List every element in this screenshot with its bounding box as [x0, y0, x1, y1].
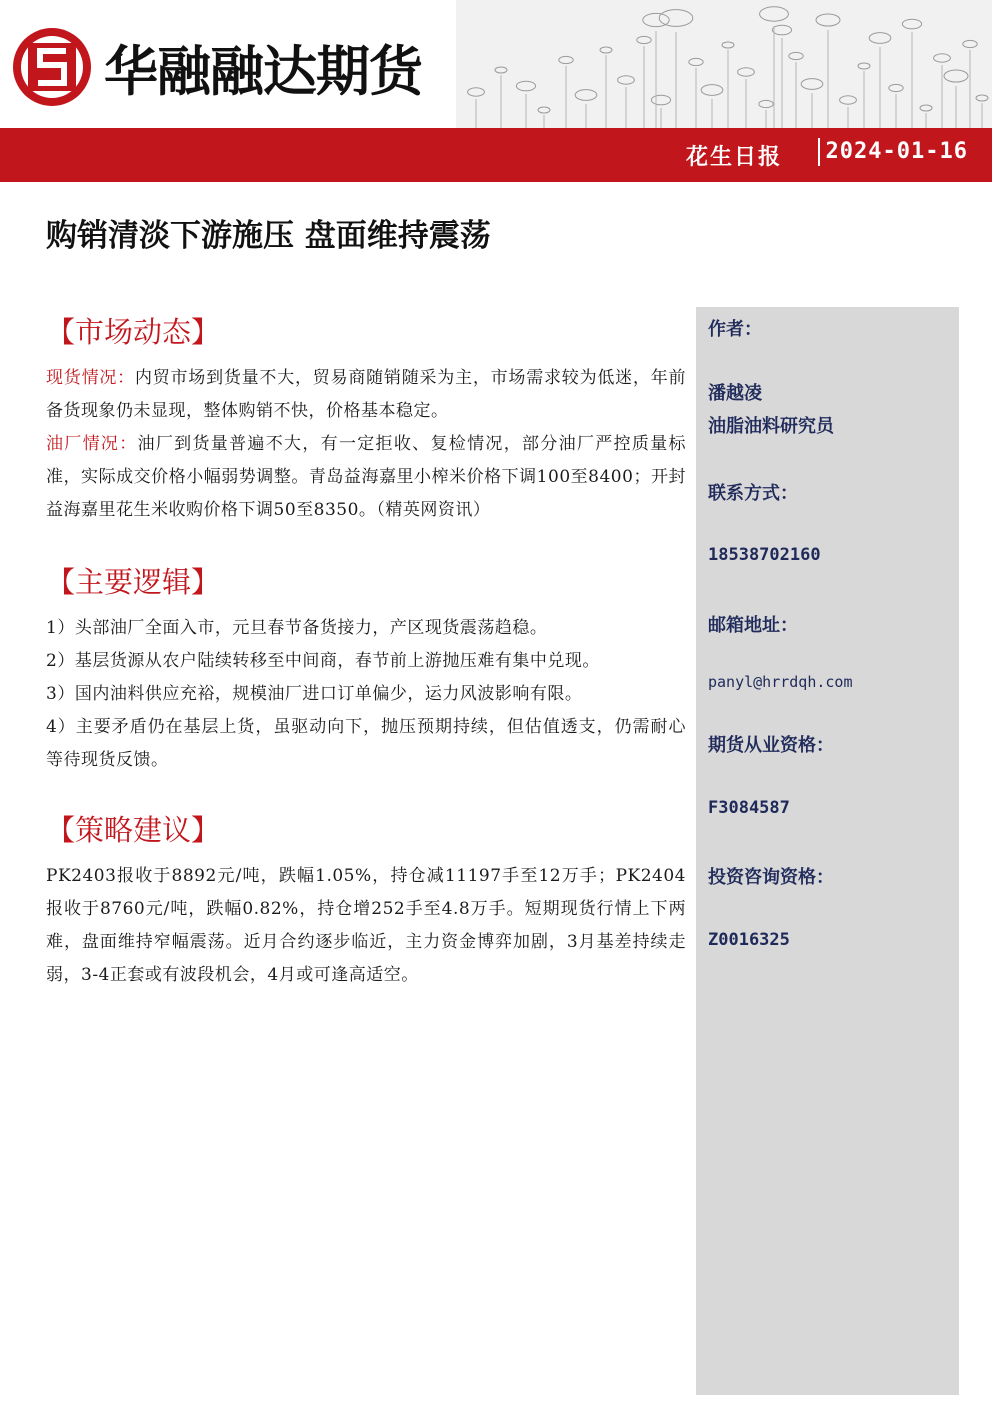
decoration-pin-head — [575, 90, 597, 101]
futures-qualification-label: 期货从业资格： — [708, 735, 834, 756]
mill-text: 油厂到货量普遍不大，有一定拒收、复检情况，部分油厂严控质量标准，实际成交价格小幅弱势调整。青岛益海嘉里小榨米价格下调100至8400；开封益海嘉里花生米收购价格下调50至8350。（精英网资讯） — [46, 434, 687, 520]
logic-item: 3）国内油料供应充裕，规模油厂进口订单偏少，运力风波影响有限。 — [46, 684, 583, 704]
decoration-pin-head — [722, 42, 734, 48]
strategy-text: PK2403报收于8892元/吨，跌幅1.05%，持仓减11197手至12万手；PK2404报收于8760元/吨，跌幅0.82%，持仓增252手至4.8万手。短期现货行情上下两难，盘面维持窄幅震荡。近月合约逐步临近，主力资金博弈加剧，3月基差持续走弱，3-4正套或有波段机会，4月或可逢高适空。 — [46, 866, 686, 985]
decoration-pin-head — [689, 58, 703, 65]
main-logic-section — [46, 552, 686, 777]
decoration-pin-head — [963, 40, 977, 47]
company-logo-icon — [10, 25, 94, 109]
decoration-pin-head — [858, 63, 870, 69]
decoration-pin-head — [738, 68, 755, 76]
section-title: 【主要逻辑】 — [46, 565, 221, 599]
decoration-pin-head — [840, 96, 857, 104]
decoration-pin-head — [759, 100, 773, 107]
decoration-pin-head — [618, 76, 635, 84]
banner-divider — [818, 138, 820, 166]
logic-item: 4）主要矛盾仍在基层上货，虽驱动向下，抛压预期持续，但估值透支，仍需耐心等待现货反馈。 — [46, 717, 686, 770]
decoration-pin-head — [651, 95, 670, 105]
spot-label: 现货情况： — [46, 368, 135, 388]
author-title: 油脂油料研究员 — [708, 416, 834, 437]
email-value[interactable]: panyl@hrrdqh.com — [708, 673, 853, 691]
report-date: 2024-01-16 — [825, 139, 968, 164]
author-name: 潘越凌 — [708, 383, 762, 404]
decoration-pin-head — [659, 10, 693, 27]
mill-paragraph — [46, 428, 686, 527]
decoration-pin-head — [701, 85, 723, 96]
page-title: 购销清淡下游施压 盘面维持震荡 — [46, 218, 491, 254]
market-dynamics-section — [46, 302, 686, 527]
brand-name: 华融融达期货 — [104, 39, 422, 103]
decoration-pin-head — [976, 95, 988, 101]
decoration-pin-head — [889, 84, 903, 91]
contact-value: 18538702160 — [708, 545, 821, 565]
mill-label: 油厂情况： — [46, 434, 138, 454]
logo — [10, 22, 422, 112]
strategy-section — [46, 800, 686, 992]
decoration-pin-head — [801, 79, 823, 90]
logic-item: 1）头部油厂全面入市，元旦春节备货接力，产区现货震荡趋稳。 — [46, 618, 548, 638]
decoration-pin-head — [869, 33, 891, 44]
decoration-pin-head — [516, 81, 535, 91]
spot-text: 内贸市场到货量不大，贸易商随销随采为主，市场需求较为低迷，年前备货现象仍未显现，整体购销不快，价格基本稳定。 — [46, 368, 687, 421]
futures-qualification-value: F3084587 — [708, 798, 790, 818]
section-title: 【市场动态】 — [46, 315, 221, 349]
decoration-pin-head — [944, 70, 968, 82]
decoration-pin-head — [816, 14, 840, 26]
spot-paragraph — [46, 362, 686, 428]
report-banner — [0, 128, 992, 182]
email-label: 邮箱地址： — [708, 615, 798, 636]
decoration-pin-head — [934, 54, 951, 62]
decoration-pin-head — [902, 19, 921, 29]
decoration-pin-head — [559, 56, 573, 63]
decoration-pin-head — [468, 88, 485, 96]
author-sidebar — [696, 307, 959, 1395]
decoration-pin-head — [760, 7, 789, 21]
advisory-qualification-value: Z0016325 — [708, 930, 790, 950]
decoration-pin-head — [643, 13, 669, 26]
advisory-qualification-label: 投资咨询资格： — [708, 867, 834, 888]
decoration-pin-head — [600, 47, 612, 53]
contact-label: 联系方式： — [708, 483, 798, 504]
decoration-pin-head — [637, 36, 651, 43]
section-title: 【策略建议】 — [46, 813, 221, 847]
header-decoration — [456, 0, 992, 128]
decoration-pin-head — [772, 25, 791, 35]
decoration-pin-head — [789, 52, 803, 59]
decoration-pin-head — [538, 107, 550, 113]
logic-item: 2）基层货源从农户陆续转移至中间商，春节前上游抛压难有集中兑现。 — [46, 651, 600, 671]
decoration-pin-head — [495, 67, 507, 73]
decoration-pin-head — [920, 105, 932, 111]
author-label: 作者： — [708, 319, 762, 340]
report-type: 花生日报 — [685, 144, 782, 170]
